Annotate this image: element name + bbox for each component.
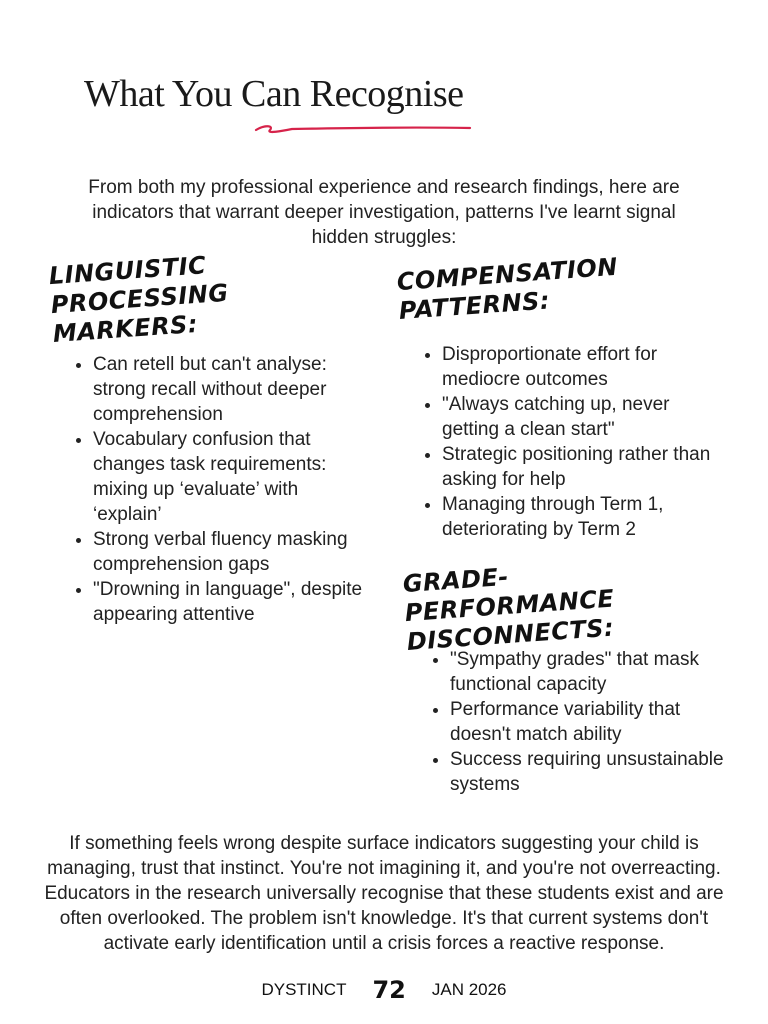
- list-item: • Success requiring unsustainable systems: [450, 747, 740, 797]
- list-item: • Strategic positioning rather than asking for help: [442, 442, 724, 492]
- list-grade-performance-disconnects: [428, 647, 740, 797]
- title-underline-decoration: [252, 122, 474, 136]
- footer-brand: DYSTINCT: [261, 980, 347, 999]
- heading-linguistic-processing-markers: LINGUISTIC PROCESSING MARKERS:: [47, 251, 230, 349]
- list-item: • Vocabulary confusion that changes task requirements: mixing up ‘evaluate’ with ‘explain’: [93, 427, 365, 527]
- list-item: • Managing through Term 1, deteriorating by Term 2: [442, 492, 724, 542]
- list-item: • "Drowning in language", despite appearing attentive: [93, 577, 365, 627]
- page-title: What You Can Recognise: [84, 73, 464, 115]
- page-footer: [0, 976, 768, 1004]
- intro-paragraph: From both my professional experience and research findings, here are indicators that warrant deeper investigation, patterns I've learnt signal hidden struggles:: [88, 177, 680, 248]
- footer-date: JAN 2026: [431, 980, 507, 999]
- list-compensation-patterns: [420, 342, 724, 542]
- heading-grade-performance-disconnects: GRADE-PERFORMANCE DISCONNECTS:: [401, 562, 616, 657]
- list-item: • Can retell but can't analyse: strong recall without deeper comprehension: [93, 352, 365, 427]
- heading-compensation-patterns: COMPENSATION PATTERNS:: [395, 252, 619, 326]
- page-number: 72: [372, 976, 406, 1004]
- list-item: • Performance variability that doesn't match ability: [450, 697, 740, 747]
- list-item: • Disproportionate effort for mediocre outcomes: [442, 342, 724, 392]
- closing-paragraph: If something feels wrong despite surface indicators suggesting your child is managing, trust that instinct. You're not imagining it, and you're not overreacting. Educators in the research universally recognise that these students exist and are often overlooked. The problem isn't knowledge. It's that current systems don't activate early identification until a crisis forces a reactive response.: [44, 833, 724, 954]
- list-item: • "Always catching up, never getting a clean start": [442, 392, 724, 442]
- list-item: • "Sympathy grades" that mask functional capacity: [450, 647, 740, 697]
- list-item: • Strong verbal fluency masking comprehension gaps: [93, 527, 365, 577]
- list-linguistic-markers: [71, 352, 365, 627]
